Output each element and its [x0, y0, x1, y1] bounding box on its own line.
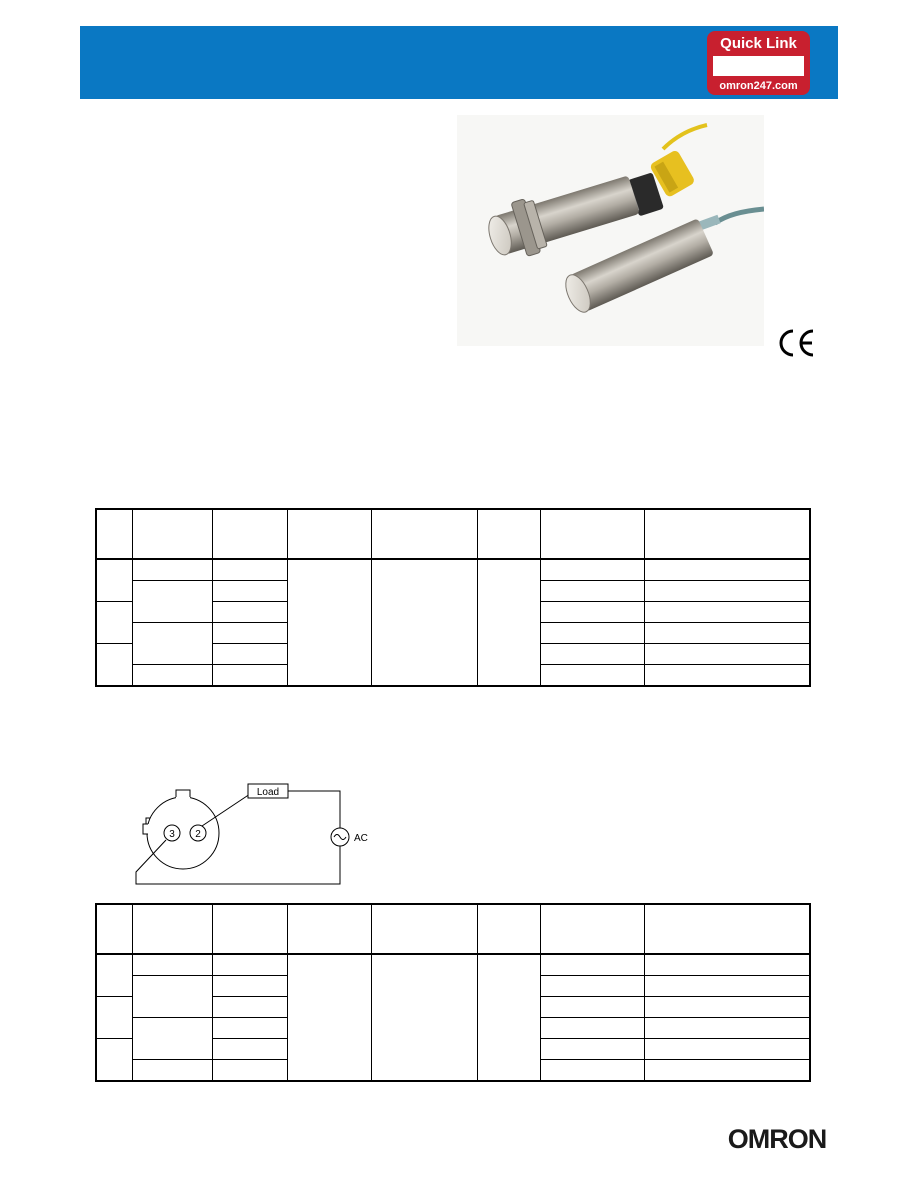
table-row — [96, 954, 810, 976]
pin-2-label: 2 — [195, 829, 201, 840]
brand-name: OMRON — [727, 1125, 827, 1153]
pin-3-label: 3 — [169, 829, 175, 840]
quick-link-url[interactable]: omron247.com — [719, 80, 798, 92]
load-label: Load — [256, 787, 280, 798]
ac-label: AC — [354, 833, 368, 844]
quick-link-badge[interactable] — [707, 31, 810, 95]
specification-table-2 — [95, 903, 811, 1082]
quick-link-title: Quick Link — [720, 35, 797, 52]
wiring-diagram — [128, 780, 378, 890]
table-header-row — [96, 509, 810, 559]
specification-table-1 — [95, 508, 811, 687]
product-photo — [457, 115, 764, 346]
ce-mark-logo — [776, 325, 816, 361]
quick-link-code-box[interactable] — [713, 56, 804, 76]
omron-logo — [724, 1125, 830, 1153]
table-header-row — [96, 904, 810, 954]
table-row — [96, 559, 810, 581]
